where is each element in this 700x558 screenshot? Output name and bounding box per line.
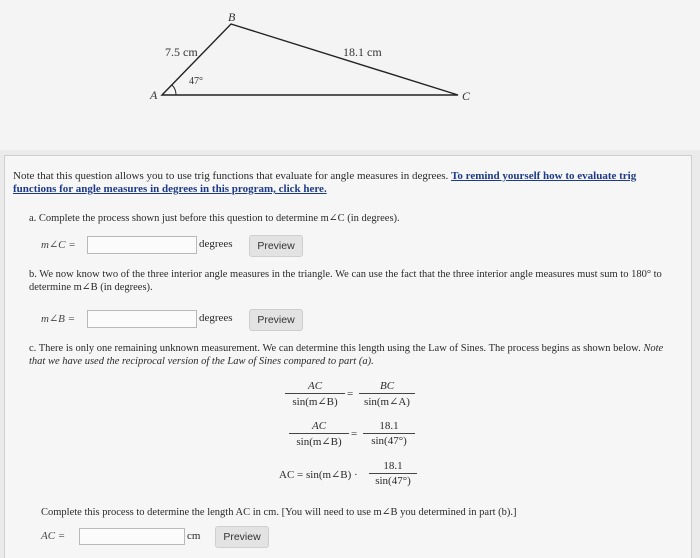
eq2-left-denominator: sin(m∠B): [296, 436, 342, 448]
part-a-label: m∠C =: [41, 239, 76, 251]
eq1-right-fraction: [359, 380, 415, 408]
side-bc-label: 18.1 cm: [343, 45, 382, 59]
triangle-diagram: [0, 0, 700, 150]
part-b-prompt: b. We now know two of the three interior angle measures in the triangle. We can use the fact that the three interior angle measures must sum to 180° to determine m∠B (in degrees).: [29, 269, 662, 293]
eq1-right-numerator: BC: [379, 380, 395, 392]
part-c-text: c. There is only one remaining unknown measurement. We can determine this length using the Law of Sines. The process begins as shown below.: [29, 343, 644, 354]
part-a-prompt: a. Complete the process shown just before this question to determine m∠C (in degrees).: [29, 213, 400, 224]
angle-c-input[interactable]: [87, 236, 197, 254]
side-ab-label: 7.5 cm: [165, 45, 198, 59]
part-c-instruction: Complete this process to determine the length AC in cm. [You will need to use m∠B you determined in part (b).]: [41, 507, 517, 518]
ac-length-input[interactable]: [79, 528, 185, 545]
eq2-right-numerator: 18.1: [379, 420, 399, 432]
eq3-lhs: AC = sin(m∠B) ·: [279, 469, 358, 481]
angle-b-input[interactable]: [87, 310, 197, 328]
triangle-figure: [0, 0, 700, 150]
help-link[interactable]: To remind yourself how to evaluate trig functions for angle measures in degrees in this program, click here.: [13, 170, 637, 195]
note-text: Note that this question allows you to use trig functions that evaluate for angle measures in degrees.: [13, 170, 452, 182]
trig-note: [13, 170, 673, 196]
part-b-label: m∠B =: [41, 313, 76, 325]
eq1-left-numerator: AC: [307, 380, 323, 392]
eq3-numerator: 18.1: [383, 460, 403, 472]
vertex-c-label: C: [462, 89, 471, 103]
eq2-left-numerator: AC: [311, 420, 327, 432]
eq2-left-fraction: [289, 420, 349, 448]
triangle-shape: [162, 24, 458, 95]
eq3-fraction: [369, 460, 417, 487]
preview-button-c[interactable]: Preview: [215, 526, 269, 548]
eq1-right-denominator: sin(m∠A): [364, 396, 410, 408]
vertex-a-label: A: [150, 88, 158, 102]
part-c-unit: cm: [187, 530, 201, 542]
eq1-equals: =: [347, 388, 354, 400]
eq3-denominator: sin(47°): [375, 475, 411, 487]
part-c-prompt: [29, 342, 669, 368]
part-a-unit: degrees: [199, 238, 233, 250]
eq2-right-fraction: [363, 420, 415, 447]
part-b-unit: degrees: [199, 312, 233, 324]
angle-arc: [172, 85, 176, 95]
angle-a-label: 47°: [189, 76, 203, 87]
preview-button-a[interactable]: Preview: [249, 235, 303, 257]
eq1-left-denominator: sin(m∠B): [292, 396, 338, 408]
eq2-right-denominator: sin(47°): [371, 435, 407, 447]
part-c-note: Note that we have used the reciprocal version of the Law of Sines compared to part (a).: [29, 343, 664, 367]
eq2-equals: =: [351, 428, 358, 440]
eq1-left-fraction: [285, 380, 345, 408]
part-c-label: AC =: [41, 530, 66, 542]
vertex-b-label: B: [228, 10, 236, 24]
preview-button-b[interactable]: Preview: [249, 309, 303, 331]
question-panel: [4, 155, 692, 558]
